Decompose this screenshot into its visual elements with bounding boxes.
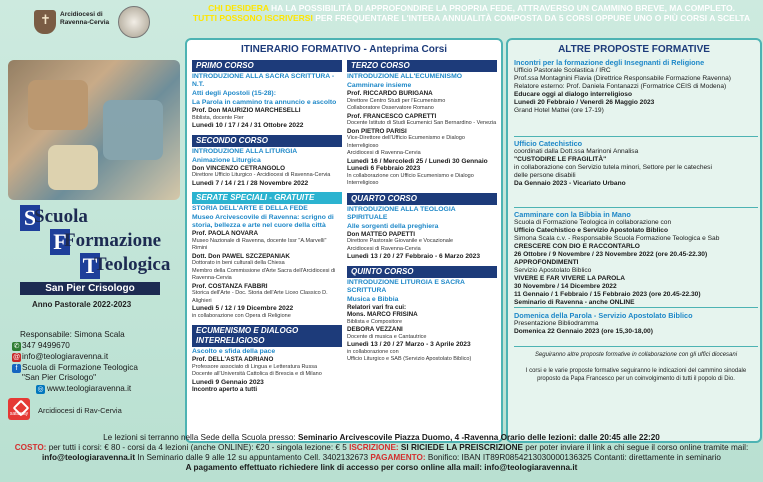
course-line: Prof. DELL'ASTA ADRIANO [192, 356, 274, 363]
course-line: Direttore Ufficio Liturgico - Arcidiocesi di Ravenna-Cervia [192, 172, 331, 178]
course-line: Docente di musica e Cantautrice [347, 333, 427, 340]
course-line: Dottorato in beni culturali della Chiesa [192, 260, 285, 266]
course-heading: PRIMO CORSO [192, 60, 342, 72]
course-line: In collaborazione con Ufficio Ecumenismo e Dialogo Interreligioso [347, 172, 474, 186]
coat-of-arms-icon [34, 10, 56, 34]
course-line: Vice-Direttore dell'Ufficio Ecumenismo e Dialogo Interreligioso [347, 135, 465, 149]
proposal-line: Relatore esterno: Prof. Daniela Fontanazzi (Formatrice CEIS di Modena) [514, 83, 727, 90]
phone-icon: ✆ [13, 343, 20, 350]
proposal-line: Presentazione Bibliodramma [514, 320, 599, 327]
course-theme: Ascolto e sfida della pace [192, 348, 276, 355]
course-theme: STORIA DELL'ARTE E DELLA FEDE [192, 205, 308, 212]
facebook-icon: f [12, 364, 21, 373]
course-line: Storica dell'Arte - Doc. Storia dell'Arte Liceo Classico D. Alighieri [192, 290, 328, 304]
registration-label: ISCRIZIONE: [349, 443, 399, 452]
proposal-line: Seminario di Ravenna - anche ONLINE [514, 299, 635, 306]
proposal-line: Da Gennaio 2023 - Vicariato Urbano [514, 180, 626, 187]
course-line: Alle sorgenti della preghiera [347, 222, 439, 230]
proposal-line: Lunedì 20 Febbraio / Venerdì 26 Maggio 2023 [514, 99, 655, 106]
logo-word-teologica: Teologica [94, 254, 171, 275]
course-line: Ufficio Liturgico e SAB (Servizio Apostolato Biblico) [347, 356, 472, 362]
course-line: Camminare insieme [347, 82, 412, 89]
course-line: Prof. RICCARDO BURIGANA [347, 90, 433, 97]
registration-value: SI RICIEDE LA PREISCRIZIONE [398, 443, 523, 452]
course-line: Docente Istituto di Studi Ecumenici San Bernardino - Venezia [347, 120, 497, 126]
other-proposals-panel [506, 38, 762, 443]
course-heading: QUINTO CORSO [347, 266, 497, 278]
proposal-line: coordinati dalla Dott.ssa Marinoni Annalisa [514, 148, 639, 155]
course-line: Biblista, docente Fter [192, 114, 244, 121]
note-further-proposals: Seguiranno altre proposte formative in collaborazione con gli uffici diocesani [534, 352, 738, 358]
facebook-link[interactable]: Scuola di Formazione Teologica [22, 363, 138, 372]
website-link[interactable]: www.teologiaravenna.it [47, 384, 132, 393]
course-line: Membro della Commissione d'Arte Sacra dell'Arcidiocesi di Ravenna-Cervia [192, 267, 336, 281]
course-line: Relatori vari fra cui: [347, 303, 407, 311]
proposal-line: Educare oggi al dialogo interreligioso [514, 91, 632, 98]
course-line: Prof. Don MAURIZIO MARCHESELLI [192, 107, 301, 114]
proposal-line: Grand Hotel Mattei (ore 17-19) [514, 107, 604, 114]
phone-number[interactable]: 347 9499670 [22, 341, 70, 350]
course-line: Don PIETRO PARISI [347, 127, 407, 135]
facebook-page-name: "San Pier Crisologo" [22, 373, 97, 382]
course-line: Lunedì 5 / 12 / 19 Dicembre 2022 [192, 305, 294, 312]
proposal-line: Camminare con la Bibbia in Mano [514, 210, 631, 219]
proposal-line: Ufficio Catechistico [514, 139, 583, 148]
course-line: in collaborazione con Opera di Religione [192, 312, 291, 319]
note-synodal-path: I corsi e le varie proposte formative seguiranno le indicazioni del cammino sinodale proposto da Papa Francesco per un coinvolgimento di tutti il popolo di Dio. [525, 368, 747, 382]
online-link-note: A pagamento effettuato richiedere link di accesso per corso online alla mail: info@teologiaravenna.it [185, 463, 578, 472]
course-line: Direttore Pastorale Giovanile e Vocazionale [347, 238, 454, 244]
course-theme: INTRODUZIONE ALLA SACRA SCRITTURA - N.T. [192, 73, 335, 88]
divider [514, 207, 758, 208]
proposal-line: APPROFONDIMENTI [514, 259, 579, 266]
proposal-line: Prof.ssa Montagnini Flavia (Direttrice Responsabile Formazione Ravenna) [514, 75, 731, 82]
course-line: La Parola in cammino tra annuncio e ascolto [192, 99, 337, 106]
course-theme: INTRODUZIONE ALLA LITURGIA [192, 147, 298, 155]
course-line: Biblista e Compositore [347, 318, 403, 325]
banner-highlight-2: TUTTI POSSONO ISCRIVERSI [192, 13, 313, 23]
pastoral-year: Anno Pastorale 2022-2023 [32, 300, 132, 309]
crisologo-banner: San Pier Crisologo [20, 282, 160, 295]
course-line: in collaborazione con [347, 348, 399, 355]
divider [514, 346, 758, 347]
proposal-line: CRESCERE CON DIO E RACCONTARLO [514, 243, 640, 250]
payment-value: Bonifico: IBAN IT89R0854213030000136325 Contanti: direttamente in seminario [425, 453, 721, 462]
footer-email[interactable]: info@teologiaravenna.it [42, 453, 136, 462]
course-line: Lunedì 6 Febbraio 2023 [347, 165, 421, 172]
course-block [192, 60, 342, 130]
satispay-logo: satispay [8, 398, 30, 420]
proposal-line: 11 Gennaio / 1 Febbraio / 15 Febbraio 2023 (ore 20.45-22.30) [514, 291, 701, 298]
cost-value: per tutti i corsi: € 80 - corsi da 4 lezioni (anche ONLINE): €20 - singola lezione: € 5 [46, 443, 350, 452]
section-bible-in-hand [514, 210, 758, 307]
proposal-line: 30 Novembre / 14 Dicembre 2022 [514, 283, 617, 290]
course-line: Collaboratore Osservatore Romano [347, 105, 434, 111]
course-line: Don VINCENZO CETRANGOLO [192, 164, 286, 172]
saint-medal-icon [118, 6, 150, 38]
course-line: Lunedì 13 / 20 / 27 Febbraio - 6 Marzo 2023 [347, 253, 481, 260]
proposal-line: Domenica della Parola - Servizio Apostolato Biblico [514, 311, 693, 320]
proposal-line: delle persone disabili [514, 172, 576, 179]
email-icon: @ [12, 354, 21, 361]
proposal-line: VIVERE E FAR VIVERE LA PAROLA [514, 275, 626, 282]
proposal-line: Incontri per la formazione degli Insegnanti di Religione [514, 58, 705, 67]
course-theme: INTRODUZIONE ALL'ECUMENISMO [347, 73, 463, 80]
course-block [192, 325, 342, 394]
course-line: Arcidiocesi di Ravenna-Cervia [347, 150, 421, 156]
registration-note: per poter inviare il link a chi segue il corso online tramite mail: [523, 443, 749, 452]
course-heading: SERATE SPECIALI - GRATUITE [192, 192, 342, 204]
course-theme: INTRODUZIONE ALLA TEOLOGIA SPIRITUALE [347, 205, 456, 221]
responsabile-label: Responsabile: Simona Scala [20, 330, 125, 339]
course-heading: ECUMENISMO E DIALOGO INTERRELIGIOSO [192, 325, 342, 347]
courses-panel [185, 38, 503, 443]
course-line: Prof. FRANCESCO CAPRETTI [347, 112, 437, 120]
location-value: Seminario Arcivescovile Piazza Duomo, 4 -Ravenna Orario delle lezioni: dalle 20:45 alle 22:20 [297, 433, 660, 442]
left-panel [0, 0, 185, 432]
section-catechistic-office [514, 139, 758, 188]
course-line: Musica e Bibbia [347, 295, 399, 303]
appointment-info: In Seminario dalle 9 alle 12 su appuntamento Cell. 3402132673 [135, 453, 371, 462]
proposal-line: 26 Ottobre / 9 Novembre / 23 Novembre 2022 (ore 20.45-22.30) [514, 251, 708, 258]
course-line: Dott. Don PAWEL SZCZEPANIAK [192, 252, 290, 260]
puzzle-artwork [8, 60, 180, 200]
courses-left-column [192, 60, 342, 399]
courses-right-column [347, 60, 497, 369]
cost-label: COSTO: [14, 443, 47, 452]
course-line: Atti degli Apostoli (15-28): [192, 90, 276, 97]
section-religion-teachers [514, 58, 758, 115]
course-heading: SECONDO CORSO [192, 135, 342, 147]
courses-title: ITINERARIO FORMATIVO - Anteprima Corsi [240, 44, 448, 55]
email-link[interactable]: info@teologiaravenna.it [22, 352, 109, 361]
course-line: Arcidiocesi di Ravenna-Cervia [347, 245, 421, 252]
course-line: Lunedì 16 / Mercoledì 25 / Lunedì 30 Gennaio [347, 157, 488, 165]
course-line: Museo Arcivescovile di Ravenna: scrigno di storia, bellezza e arte nel cuore della città [192, 214, 334, 229]
course-heading: QUARTO CORSO [347, 193, 497, 205]
proposal-line: Ufficio Pastorale Scolastica / IRC [514, 67, 611, 74]
course-line: Mons. MARCO FRISINA [347, 311, 418, 318]
course-heading: TERZO CORSO [347, 60, 497, 72]
proposal-line: Simona Scala c.v. - Responsabile Scuola Formazione Teologica e Sab [514, 235, 720, 242]
course-block [192, 135, 342, 188]
payment-label: PAGAMENTO: [370, 453, 426, 462]
course-line: DEBORA VEZZANI [347, 326, 403, 333]
logo-word-formazione: Formazione [64, 230, 162, 251]
archdiocese-small: Arcidiocesi di Rav-Cervia [38, 406, 122, 415]
logo-letter-s: S [20, 205, 40, 231]
course-line: Lunedì 13 / 20 / 27 Marzo - 3 Aprile 2023 [347, 341, 471, 348]
course-line: Prof. COSTANZA FABBRI [192, 282, 268, 290]
logo-letter-t: T [80, 253, 100, 279]
course-line: Museo Nazionale di Ravenna, docente Issr "A.Marvelli" Rimini [192, 237, 327, 251]
footer-info [0, 433, 763, 473]
course-line: Don MATTEO PAPETTI [347, 230, 415, 238]
course-line: Animazione Liturgica [192, 156, 261, 164]
proposal-line: Ufficio Catechistico e Servizio Apostolato Biblico [514, 227, 668, 234]
course-block [347, 60, 497, 188]
course-line: Prof. PAOLA NOVARA [192, 230, 258, 237]
other-proposals-title: ALTRE PROPOSTE FORMATIVE [558, 44, 710, 55]
course-block [192, 192, 342, 320]
section-sunday-word [514, 311, 758, 336]
divider [514, 136, 758, 137]
proposal-line: Domenica 22 Gennaio 2023 (ore 15,30-18,00) [514, 328, 653, 335]
course-block [347, 193, 497, 261]
logo-word-scuola: Scuola [34, 206, 88, 227]
banner-highlight-1: CHI DESIDERA [208, 3, 269, 13]
divider [514, 307, 758, 308]
banner-text-1: HA LA POSSIBILITÀ DI APPROFONDIRE LA PROPRIA FEDE, ATTRAVERSO UN CAMMINO BREVE, MA COMPLETO. [268, 3, 735, 13]
course-line: Lunedì 9 Gennaio 2023 [192, 378, 264, 386]
location-label: Le lezioni si terranno nella Sede della Scuola presso: [103, 433, 298, 442]
course-line: Direttore Centro Studi per l'Ecumenismo [347, 97, 446, 104]
proposal-line: Scuola di Formazione Teologica in collaborazione con [514, 219, 672, 226]
proposal-line: "CUSTODIRE LE FRAGILITÀ" [514, 156, 607, 163]
course-block [347, 266, 497, 364]
logo-letter-f: F [50, 229, 70, 255]
proposal-line: in collaborazione con Servizio tutela minori, Settore per le catechesi [514, 164, 712, 171]
archdiocese-label: Arcidiocesi di Ravenna-Cervia [60, 11, 110, 26]
course-line: Incontro aperto a tutti [192, 386, 258, 393]
banner-text-2: PER FREQUENTARE L'INTERA ANNUALITÀ COMPOSTA DA 5 CORSI OPPURE UNO O PIÙ CORSI A SCELTA [312, 13, 751, 23]
course-line: Docente all'Università Cattolica di Brescia e di Milano [192, 371, 322, 377]
proposal-line: Servizio Apostolato Biblico [514, 267, 592, 274]
course-line: Lunedì 10 / 17 / 24 / 31 Ottobre 2022 [192, 122, 304, 129]
globe-icon: ◎ [37, 386, 44, 393]
course-line: Lunedì 7 / 14 / 21 / 28 Novembre 2022 [192, 179, 309, 187]
top-banner [180, 3, 763, 23]
course-theme: INTRODUZIONE LITURGIA E SACRA SCRITTURA [347, 278, 465, 294]
course-line: Professore associato di Lingua e Letteratura Russa [192, 363, 318, 370]
